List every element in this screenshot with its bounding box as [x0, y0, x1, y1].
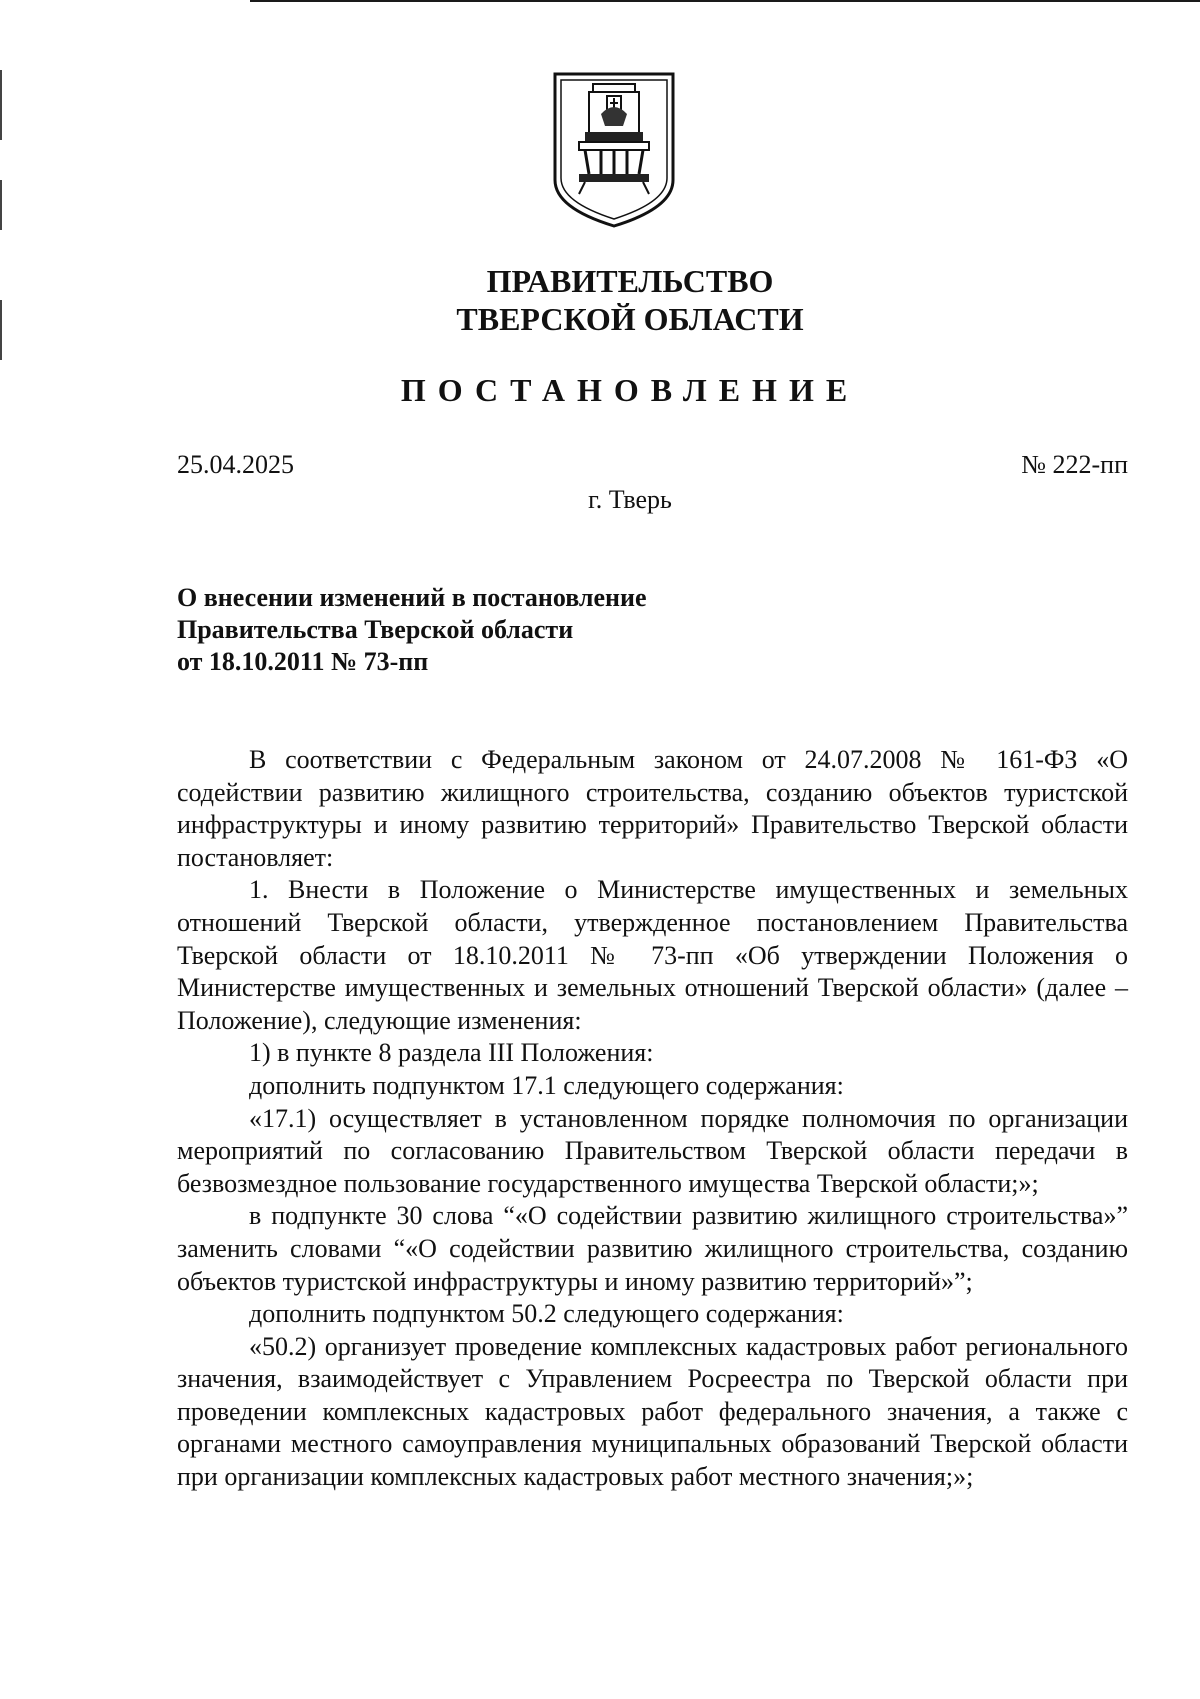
- body-paragraph: в подпункте 30 слова “«О содействии развитию жилищного строительства»” заменить словами “«О содействии развитию жилищного строительства, созданию объектов туристской инфраструктуры и иному развитию территорий»”;: [177, 1201, 1128, 1296]
- body-paragraph: дополнить подпунктом 50.2 следующего содержания:: [249, 1299, 844, 1329]
- organization-line-2: ТВЕРСКОЙ ОБЛАСТИ: [456, 301, 804, 337]
- organization-line-1: ПРАВИТЕЛЬСТВО: [486, 263, 774, 299]
- subject-line-1: О внесении изменений в постановление: [177, 583, 647, 612]
- body-paragraph: дополнить подпунктом 17.1 следующего содержания:: [249, 1070, 844, 1100]
- body-paragraph: «17.1) осуществляет в установленном порядке полномочия по организации мероприятий по согласованию Правительством Тверской области передачи в безвозмездное пользование государственного имущества Тверской области;»;: [177, 1103, 1128, 1198]
- subject-line-3: от 18.10.2011 № 73-пп: [177, 647, 429, 676]
- subject-line-2: Правительства Тверской области: [177, 615, 574, 644]
- document-type: ПОСТАНОВЛЕНИЕ: [400, 372, 860, 408]
- document-date: 25.04.2025: [177, 450, 294, 479]
- document-subject: [177, 582, 647, 678]
- organization-name: [0, 262, 1200, 338]
- body-paragraph: 1. Внести в Положение о Министерстве имущественных и земельных отношений Тверской области, утвержденное постановлением Правительства Тверской области от 18.10.2011 № 73-пп «Об утверждении Положения о Министерстве имущественных и земельных отношений Тверской области» (далее – Положение), следующие изменения:: [177, 875, 1128, 1035]
- body-paragraph: 1) в пункте 8 раздела III Положения:: [249, 1038, 654, 1068]
- document-city: г. Тверь: [588, 485, 672, 514]
- document-number: № 222-пп: [1021, 450, 1128, 479]
- scan-edge-mark: [0, 70, 2, 140]
- scan-top-border: [250, 0, 1200, 2]
- document-body: [177, 744, 1128, 1494]
- scan-edge-mark: [0, 180, 2, 230]
- body-paragraph: В соответствии с Федеральным законом от 24.07.2008 № 161-ФЗ «О содействии развитию жилищного строительства, созданию объектов туристской инфраструктуры и иному развитию территорий» Правительство Тверской области постановляет:: [177, 745, 1128, 872]
- tver-coat-of-arms-icon: [549, 70, 679, 230]
- body-paragraph: «50.2) организует проведение комплексных кадастровых работ регионального значения, взаимодействует с Управлением Росреестра по Тверской области при проведении комплексных кадастровых работ федерального значения, а также с органами местного самоуправления муниципальных образований Тверской области при организации комплексных кадастровых работ местного значения;»;: [177, 1331, 1128, 1492]
